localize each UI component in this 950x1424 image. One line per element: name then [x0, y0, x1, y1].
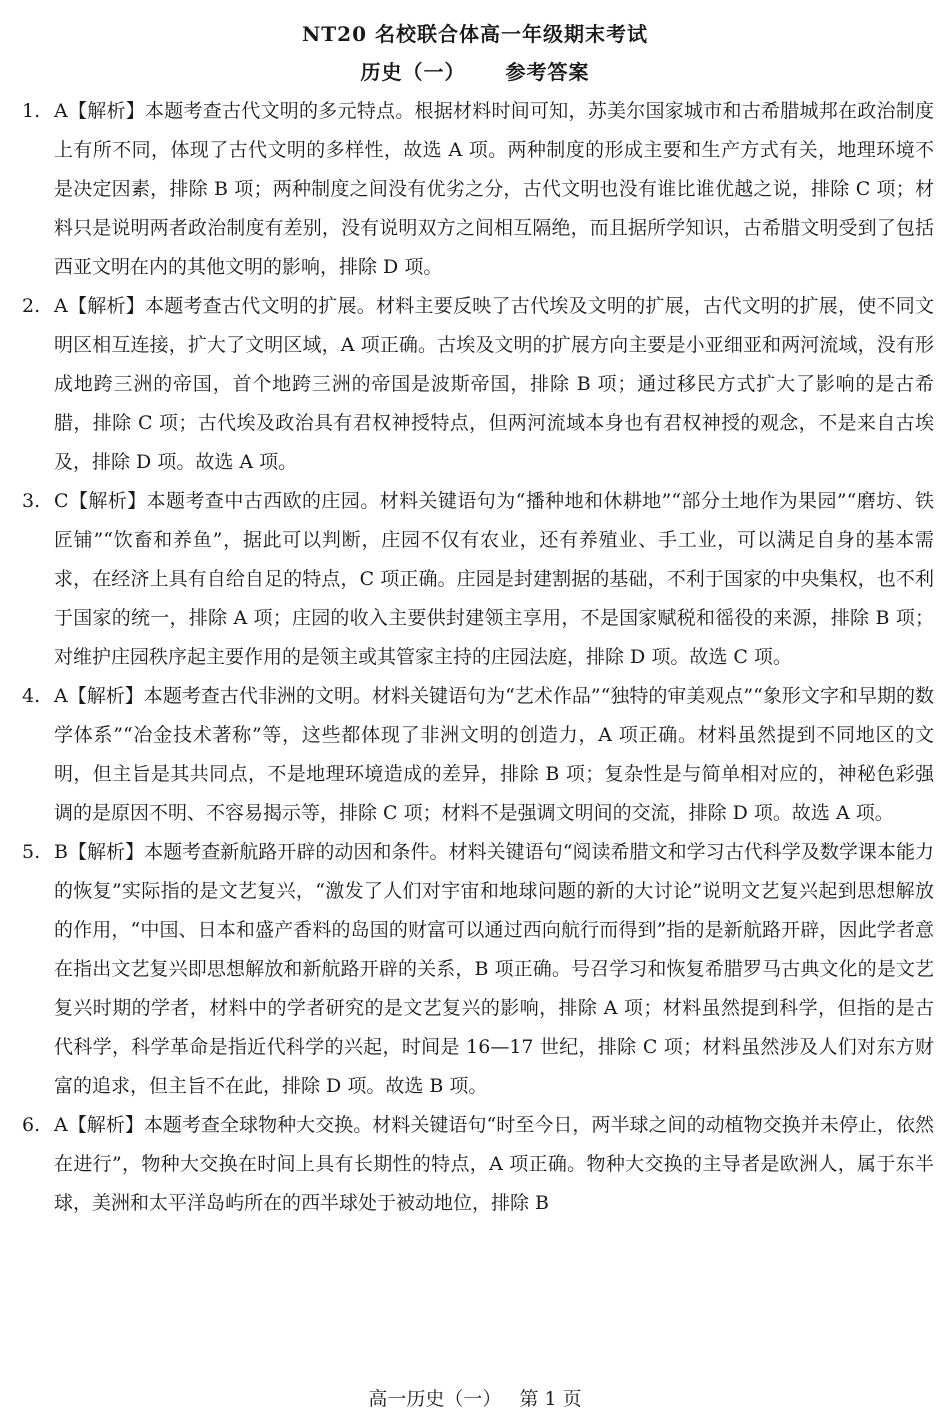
answer-number: 5. — [22, 841, 41, 863]
answer-number: 2. — [22, 295, 41, 317]
answer-text: A【解析】本题考查全球物种大交换。材料关键语句“时至今日，两半球之间的动植物交换并未停止，依然在进行”，物种大交换在时间上具有长期性的特点，A 项正确。物种大交换的主导者是欧洲人，属于东半球，美洲和太平洋岛屿所在的西半球处于被动地位，排除 B — [54, 1114, 934, 1214]
answer-list — [22, 92, 934, 1223]
answer-number: 4. — [22, 685, 41, 707]
answer-text: A【解析】本题考查古代文明的多元特点。根据材料时间可知，苏美尔国家城市和古希腊城邦在政治制度上有所不同，体现了古代文明的多样性，故选 A 项。两种制度的形成主要和生产方式有关，地理环境不是决定因素，排除 B 项；两种制度之间没有优劣之分，古代文明也没有谁比谁优越之说，排除 C 项；材料只是说明两者政治制度有差别，没有说明双方之间相互隔绝，而且据所学知识，古希腊文明受到了包括西亚文明在内的其他文明的影响，排除 D 项。 — [54, 100, 934, 278]
page-number: 第 1 页 — [519, 1388, 582, 1410]
answer-item-2 — [22, 287, 934, 482]
footer-course: 高一历史（一） — [368, 1388, 502, 1410]
answer-item-5 — [22, 833, 934, 1106]
exam-subtitle — [0, 56, 950, 85]
answer-item-3 — [22, 482, 934, 677]
exam-title: NT20 名校联合体高一年级期末考试 — [302, 22, 648, 46]
answer-text: B【解析】本题考查新航路开辟的动因和条件。材料关键语句“阅读希腊文和学习古代科学及数学课本能力的恢复”实际指的是文艺复兴，“激发了人们对宇宙和地球问题的新的大讨论”说明文艺复兴起到思想解放的作用，“中国、日本和盛产香料的岛国的财富可以通过西向航行而得到”指的是新航路开辟，因此学者意在指出文艺复兴即思想解放和新航路开辟的关系，B 项正确。号召学习和恢复希腊罗马古典文化的是文艺复兴时期的学者，材料中的学者研究的是文艺复兴的影响，排除 A 项；材料虽然提到科学，但指的是古代科学，科学革命是指近代科学的兴起，时间是 16—17 世纪，排除 C 项；材料虽然涉及人们对东方财富的追求，但主旨不在此，排除 D 项。故选 B 项。 — [54, 841, 934, 1097]
answer-item-1 — [22, 92, 934, 287]
answer-text: A【解析】本题考查古代非洲的文明。材料关键语句为“艺术作品”“独特的审美观点”“象形文字和早期的数学体系”“冶金技术著称”等，这些都体现了非洲文明的创造力，A 项正确。材料虽然提到不同地区的文明，但主旨是其共同点，不是地理环境造成的差异，排除 B 项；复杂性是与简单相对应的，神秘色彩强调的是原因不明、不容易揭示等，排除 C 项；材料不是强调文明间的交流，排除 D 项。故选 A 项。 — [54, 685, 934, 824]
subject-label: 历史（一） — [360, 60, 466, 84]
answer-number: 1. — [22, 100, 41, 122]
answer-text: C【解析】本题考查中古西欧的庄园。材料关键语句为“播种地和休耕地”“部分土地作为果园”“磨坊、铁匠铺”“饮畜和养鱼”，据此可以判断，庄园不仅有农业，还有养殖业、手工业，可以满足自身的基本需求，在经济上具有自给自足的特点，C 项正确。庄园是封建割据的基础，不利于国家的中央集权，也不利于国家的统一，排除 A 项；庄园的收入主要供封建领主享用，不是国家赋税和徭役的来源，排除 B 项；对维护庄园秩序起主要作用的是领主或其管家主持的庄园法庭，排除 D 项。故选 C 项。 — [54, 490, 934, 668]
answer-text: A【解析】本题考查古代文明的扩展。材料主要反映了古代埃及文明的扩展，古代文明的扩展，使不同文明区相互连接，扩大了文明区域，A 项正确。古埃及文明的扩展方向主要是小亚细亚和两河流域，没有形成地跨三洲的帝国，首个地跨三洲的帝国是波斯帝国，排除 B 项；通过移民方式扩大了影响的是古希腊，排除 C 项；古代埃及政治具有君权神授特点，但两河流域本身也有君权神授的观念，不是来自古埃及，排除 D 项。故选 A 项。 — [54, 295, 934, 473]
page-footer — [0, 1384, 950, 1411]
answer-number: 6. — [22, 1114, 41, 1136]
answer-number: 3. — [22, 490, 41, 512]
answer-key-label: 参考答案 — [505, 60, 590, 84]
answer-item-4 — [22, 677, 934, 833]
answer-item-6 — [22, 1106, 934, 1223]
